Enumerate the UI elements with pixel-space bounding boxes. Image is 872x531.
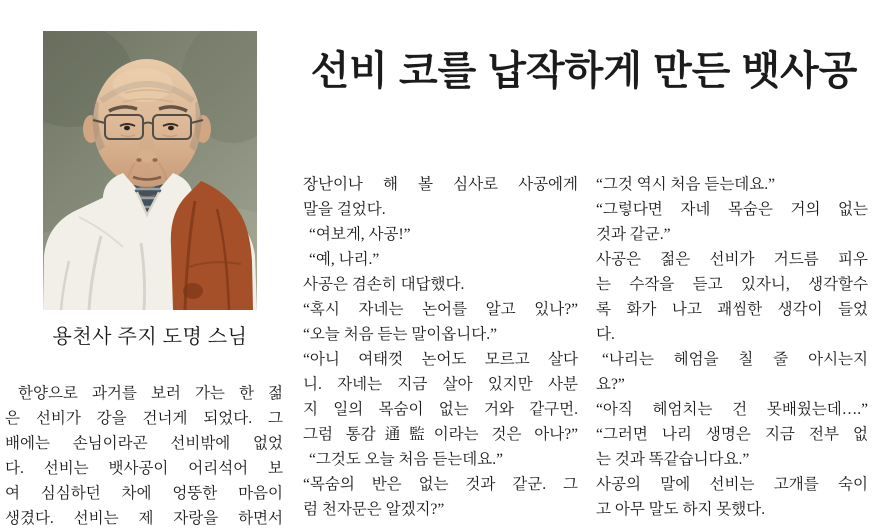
text-line: “여보게, 사공!” [309, 226, 411, 243]
text-line: “혹시 자네는 논어를 알고 있나?” [303, 301, 578, 318]
text-line: 다. [596, 326, 615, 343]
text-line: 다. 선비는 뱃사공이 어리석어 보 [5, 460, 283, 477]
text-line: 요?” [596, 376, 625, 393]
text-line: “목숨의 반은 없는 것과 같군. 그 [303, 476, 578, 493]
portrait-photo [43, 31, 257, 310]
text-line: 니. 자네는 지금 살아 있지만 사분 [303, 376, 578, 393]
text-line: “그것 역시 처음 듣는데요.” [596, 176, 775, 193]
text-line: “나리는 헤엄을 칠 줄 아시는지 [602, 351, 868, 368]
text-line: 사공은 겸손히 대답했다. [303, 276, 465, 293]
column-middle [303, 172, 578, 522]
monk-portrait-illustration [43, 31, 257, 310]
text-line: 록 화가 나고 괘씸한 생각이 들었 [596, 301, 868, 318]
column-right [596, 172, 868, 522]
column-left [5, 381, 283, 531]
text-line: 배에는 손님이라곤 선비밖에 없었 [5, 435, 283, 452]
text-line: 그럼 통감通監이라는 것은 아나?” [303, 426, 578, 443]
text-line: 말을 걸었다. [303, 201, 386, 218]
text-line: 것과 같군.” [596, 226, 671, 243]
text-line: “그렇다면 자네 목숨은 거의 없는 [596, 201, 868, 218]
text-line: “오늘 처음 듣는 말이옵니다.” [303, 326, 497, 343]
text-line: 고 아무 말도 하지 못했다. [596, 501, 766, 518]
text-line: 지 일의 목숨이 없는 거와 같구먼. [303, 401, 578, 418]
text-line: 한양으로 과거를 보러 가는 한 젊 [18, 385, 283, 402]
article-title: 선비 코를 납작하게 만든 뱃사공 [310, 49, 858, 93]
text-line: 사공은 젊은 선비가 거드름 피우 [596, 251, 868, 268]
text-line: 사공의 말에 선비는 고개를 숙이 [596, 476, 868, 493]
text-line: 장난이나 해 볼 심사로 사공에게 [303, 176, 578, 193]
text-line: “아직 헤엄치는 건 못배웠는데….” [596, 401, 868, 418]
text-line: 여 심심하던 차에 엉뚱한 마음이 [5, 485, 283, 502]
text-line: “예, 나리.” [309, 251, 380, 268]
text-line: “그것도 오늘 처음 듣는데요.” [309, 451, 503, 468]
text-line: “아니 여태껏 논어도 모르고 살다 [303, 351, 578, 368]
text-line: 는 것과 똑같습니다요.” [596, 451, 750, 468]
text-line: 는 수작을 듣고 있자니, 생각할수 [596, 276, 868, 293]
text-line: 럼 천자문은 알겠지?” [303, 501, 445, 518]
text-line: 생겼다. 선비는 제 자랑을 하면서 [5, 510, 283, 527]
text-line: “그러면 나리 생명은 지금 전부 없 [596, 426, 868, 443]
text-line: 은 선비가 강을 건너게 되었다. 그 [5, 410, 283, 427]
photo-caption: 용천사 주지 도명 스님 [52, 326, 248, 348]
